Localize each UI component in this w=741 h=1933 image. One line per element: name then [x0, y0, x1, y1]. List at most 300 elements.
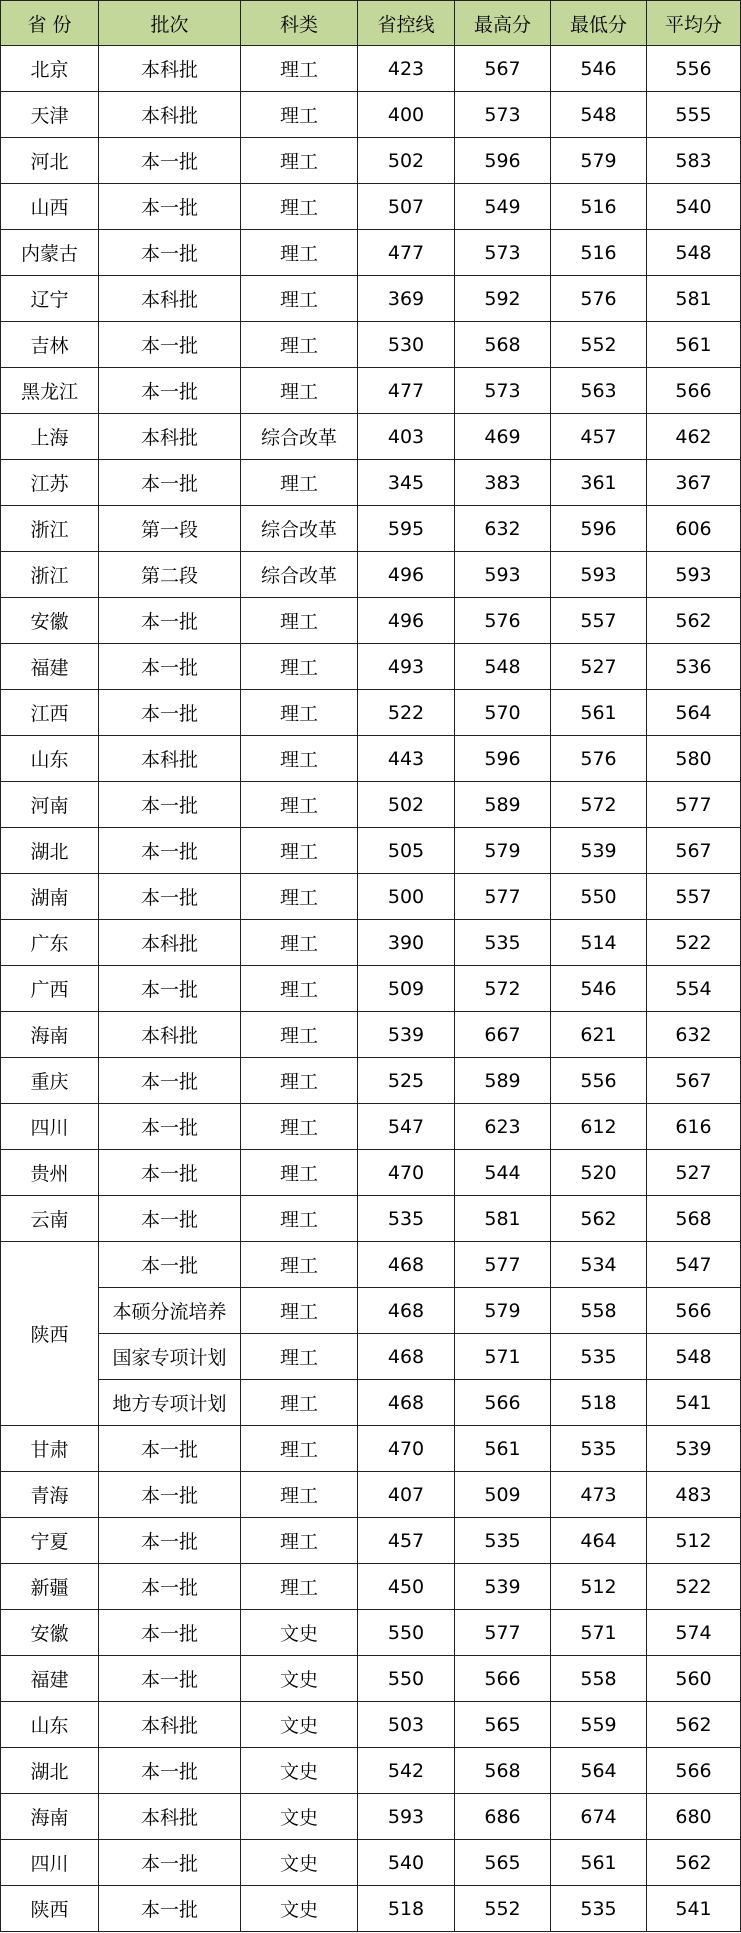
cell-min-score: 576 — [551, 276, 647, 322]
cell-min-score: 546 — [551, 46, 647, 92]
cell-batch: 本一批 — [99, 460, 241, 506]
cell-avg-score: 561 — [647, 322, 741, 368]
table-row — [1, 1150, 741, 1196]
cell-min-score: 558 — [551, 1288, 647, 1334]
header-province: 省 份 — [1, 1, 99, 46]
cell-min-score: 572 — [551, 782, 647, 828]
cell-batch: 本一批 — [99, 1840, 241, 1886]
cell-avg-score: 556 — [647, 46, 741, 92]
cell-province: 湖北 — [1, 828, 99, 874]
table-row — [1, 920, 741, 966]
cell-min-score: 563 — [551, 368, 647, 414]
cell-min-score: 520 — [551, 1150, 647, 1196]
cell-max-score: 566 — [455, 1380, 551, 1426]
cell-min-score: 516 — [551, 230, 647, 276]
cell-batch: 地方专项计划 — [99, 1380, 241, 1426]
cell-province: 海南 — [1, 1012, 99, 1058]
cell-max-score: 552 — [455, 1886, 551, 1932]
table-row — [1, 782, 741, 828]
cell-avg-score: 512 — [647, 1518, 741, 1564]
cell-max-score: 544 — [455, 1150, 551, 1196]
table-row — [1, 1886, 741, 1932]
table-row — [1, 414, 741, 460]
cell-avg-score: 541 — [647, 1886, 741, 1932]
cell-province: 海南 — [1, 1794, 99, 1840]
table-row — [1, 1334, 741, 1380]
cell-category: 理工 — [241, 1288, 358, 1334]
cell-min-score: 596 — [551, 506, 647, 552]
cell-batch: 本硕分流培养 — [99, 1288, 241, 1334]
cell-category: 理工 — [241, 460, 358, 506]
cell-control-line: 345 — [358, 460, 455, 506]
cell-max-score: 549 — [455, 184, 551, 230]
cell-category: 理工 — [241, 184, 358, 230]
table-row — [1, 1610, 741, 1656]
cell-avg-score: 562 — [647, 1840, 741, 1886]
cell-batch: 本一批 — [99, 1472, 241, 1518]
cell-max-score: 577 — [455, 1242, 551, 1288]
header-row — [1, 1, 741, 46]
header-min-score: 最低分 — [551, 1, 647, 46]
cell-min-score: 518 — [551, 1380, 647, 1426]
cell-province: 湖南 — [1, 874, 99, 920]
cell-control-line: 496 — [358, 552, 455, 598]
cell-avg-score: 560 — [647, 1656, 741, 1702]
cell-category: 理工 — [241, 322, 358, 368]
cell-batch: 本一批 — [99, 1518, 241, 1564]
cell-control-line: 369 — [358, 276, 455, 322]
cell-category: 理工 — [241, 1380, 358, 1426]
cell-batch: 第二段 — [99, 552, 241, 598]
cell-category: 理工 — [241, 920, 358, 966]
cell-avg-score: 557 — [647, 874, 741, 920]
cell-province: 内蒙古 — [1, 230, 99, 276]
table-row — [1, 1380, 741, 1426]
cell-min-score: 674 — [551, 1794, 647, 1840]
cell-max-score: 623 — [455, 1104, 551, 1150]
cell-batch: 本一批 — [99, 874, 241, 920]
cell-category: 理工 — [241, 1012, 358, 1058]
cell-batch: 本一批 — [99, 690, 241, 736]
cell-province: 河南 — [1, 782, 99, 828]
cell-max-score: 573 — [455, 368, 551, 414]
cell-batch: 本一批 — [99, 782, 241, 828]
cell-control-line: 470 — [358, 1426, 455, 1472]
cell-province: 湖北 — [1, 1748, 99, 1794]
cell-control-line: 540 — [358, 1840, 455, 1886]
cell-max-score: 566 — [455, 1656, 551, 1702]
header-control-line: 省控线 — [358, 1, 455, 46]
cell-category: 文史 — [241, 1610, 358, 1656]
table-row — [1, 92, 741, 138]
cell-max-score: 576 — [455, 598, 551, 644]
cell-province: 云南 — [1, 1196, 99, 1242]
cell-max-score: 567 — [455, 46, 551, 92]
table-row — [1, 1288, 741, 1334]
cell-min-score: 562 — [551, 1196, 647, 1242]
cell-category: 综合改革 — [241, 414, 358, 460]
cell-control-line: 423 — [358, 46, 455, 92]
cell-min-score: 579 — [551, 138, 647, 184]
cell-province: 北京 — [1, 46, 99, 92]
cell-max-score: 548 — [455, 644, 551, 690]
cell-province: 黑龙江 — [1, 368, 99, 414]
cell-min-score: 548 — [551, 92, 647, 138]
cell-batch: 本一批 — [99, 1610, 241, 1656]
cell-avg-score: 566 — [647, 368, 741, 414]
table-row — [1, 552, 741, 598]
cell-category: 文史 — [241, 1886, 358, 1932]
table-row — [1, 644, 741, 690]
cell-max-score: 686 — [455, 1794, 551, 1840]
cell-category: 理工 — [241, 1564, 358, 1610]
table-row — [1, 1058, 741, 1104]
cell-min-score: 527 — [551, 644, 647, 690]
cell-control-line: 502 — [358, 138, 455, 184]
cell-category: 理工 — [241, 966, 358, 1012]
cell-province: 河北 — [1, 138, 99, 184]
cell-avg-score: 462 — [647, 414, 741, 460]
cell-min-score: 561 — [551, 690, 647, 736]
cell-min-score: 535 — [551, 1334, 647, 1380]
cell-province: 甘肃 — [1, 1426, 99, 1472]
cell-control-line: 400 — [358, 92, 455, 138]
cell-batch: 本一批 — [99, 1150, 241, 1196]
cell-min-score: 557 — [551, 598, 647, 644]
cell-min-score: 535 — [551, 1886, 647, 1932]
cell-batch: 本一批 — [99, 322, 241, 368]
cell-province: 陕西 — [1, 1242, 99, 1426]
cell-max-score: 565 — [455, 1840, 551, 1886]
cell-avg-score: 577 — [647, 782, 741, 828]
table-row — [1, 828, 741, 874]
cell-control-line: 500 — [358, 874, 455, 920]
table-row — [1, 1794, 741, 1840]
cell-control-line: 470 — [358, 1150, 455, 1196]
cell-province: 贵州 — [1, 1150, 99, 1196]
cell-max-score: 667 — [455, 1012, 551, 1058]
cell-control-line: 450 — [358, 1564, 455, 1610]
table-row — [1, 690, 741, 736]
cell-control-line: 535 — [358, 1196, 455, 1242]
cell-max-score: 509 — [455, 1472, 551, 1518]
cell-batch: 本一批 — [99, 368, 241, 414]
cell-max-score: 570 — [455, 690, 551, 736]
table-row — [1, 506, 741, 552]
table-row — [1, 1196, 741, 1242]
table-row — [1, 1702, 741, 1748]
cell-min-score: 556 — [551, 1058, 647, 1104]
cell-avg-score: 554 — [647, 966, 741, 1012]
cell-min-score: 512 — [551, 1564, 647, 1610]
cell-min-score: 464 — [551, 1518, 647, 1564]
cell-batch: 第一段 — [99, 506, 241, 552]
cell-control-line: 403 — [358, 414, 455, 460]
cell-max-score: 568 — [455, 1748, 551, 1794]
cell-batch: 本一批 — [99, 1196, 241, 1242]
cell-province: 四川 — [1, 1104, 99, 1150]
cell-control-line: 502 — [358, 782, 455, 828]
cell-category: 理工 — [241, 1150, 358, 1196]
header-avg-score: 平均分 — [647, 1, 741, 46]
cell-category: 理工 — [241, 644, 358, 690]
cell-category: 理工 — [241, 874, 358, 920]
cell-avg-score: 566 — [647, 1748, 741, 1794]
cell-control-line: 547 — [358, 1104, 455, 1150]
table-row — [1, 46, 741, 92]
cell-avg-score: 562 — [647, 598, 741, 644]
cell-max-score: 596 — [455, 138, 551, 184]
cell-max-score: 632 — [455, 506, 551, 552]
cell-category: 理工 — [241, 736, 358, 782]
cell-batch: 本科批 — [99, 1012, 241, 1058]
cell-min-score: 361 — [551, 460, 647, 506]
cell-batch: 本科批 — [99, 920, 241, 966]
cell-min-score: 457 — [551, 414, 647, 460]
cell-control-line: 505 — [358, 828, 455, 874]
table-row — [1, 736, 741, 782]
cell-batch: 本科批 — [99, 92, 241, 138]
cell-control-line: 390 — [358, 920, 455, 966]
cell-batch: 本一批 — [99, 1426, 241, 1472]
cell-avg-score: 548 — [647, 1334, 741, 1380]
cell-category: 文史 — [241, 1748, 358, 1794]
cell-max-score: 577 — [455, 1610, 551, 1656]
cell-category: 理工 — [241, 1104, 358, 1150]
cell-control-line: 468 — [358, 1334, 455, 1380]
cell-batch: 本一批 — [99, 644, 241, 690]
cell-avg-score: 567 — [647, 1058, 741, 1104]
cell-category: 理工 — [241, 92, 358, 138]
table-row — [1, 230, 741, 276]
cell-avg-score: 548 — [647, 230, 741, 276]
cell-category: 理工 — [241, 1426, 358, 1472]
cell-control-line: 493 — [358, 644, 455, 690]
cell-category: 理工 — [241, 1518, 358, 1564]
cell-control-line: 407 — [358, 1472, 455, 1518]
cell-batch: 本科批 — [99, 1702, 241, 1748]
cell-batch: 本一批 — [99, 1748, 241, 1794]
cell-batch: 本科批 — [99, 414, 241, 460]
cell-control-line: 468 — [358, 1380, 455, 1426]
cell-control-line: 595 — [358, 506, 455, 552]
cell-province: 安徽 — [1, 598, 99, 644]
cell-batch: 本科批 — [99, 46, 241, 92]
cell-min-score: 561 — [551, 1840, 647, 1886]
cell-batch: 本一批 — [99, 1058, 241, 1104]
cell-min-score: 559 — [551, 1702, 647, 1748]
cell-province: 安徽 — [1, 1610, 99, 1656]
cell-batch: 本一批 — [99, 966, 241, 1012]
cell-max-score: 535 — [455, 1518, 551, 1564]
cell-min-score: 576 — [551, 736, 647, 782]
cell-category: 理工 — [241, 1472, 358, 1518]
cell-min-score: 535 — [551, 1426, 647, 1472]
cell-min-score: 546 — [551, 966, 647, 1012]
cell-province: 新疆 — [1, 1564, 99, 1610]
cell-min-score: 564 — [551, 1748, 647, 1794]
cell-province: 陕西 — [1, 1886, 99, 1932]
cell-control-line: 507 — [358, 184, 455, 230]
cell-control-line: 525 — [358, 1058, 455, 1104]
cell-control-line: 468 — [358, 1288, 455, 1334]
cell-avg-score: 564 — [647, 690, 741, 736]
cell-control-line: 542 — [358, 1748, 455, 1794]
cell-category: 理工 — [241, 598, 358, 644]
cell-province: 福建 — [1, 1656, 99, 1702]
cell-batch: 本科批 — [99, 276, 241, 322]
cell-avg-score: 616 — [647, 1104, 741, 1150]
cell-min-score: 552 — [551, 322, 647, 368]
table-row — [1, 322, 741, 368]
table-row — [1, 1564, 741, 1610]
cell-avg-score: 632 — [647, 1012, 741, 1058]
cell-category: 理工 — [241, 690, 358, 736]
table-row — [1, 368, 741, 414]
cell-province: 浙江 — [1, 506, 99, 552]
cell-province: 吉林 — [1, 322, 99, 368]
cell-max-score: 581 — [455, 1196, 551, 1242]
cell-batch: 本一批 — [99, 1886, 241, 1932]
cell-min-score: 539 — [551, 828, 647, 874]
cell-province: 山东 — [1, 1702, 99, 1748]
cell-max-score: 535 — [455, 920, 551, 966]
cell-control-line: 468 — [358, 1242, 455, 1288]
cell-province: 四川 — [1, 1840, 99, 1886]
cell-category: 理工 — [241, 138, 358, 184]
table-row — [1, 1748, 741, 1794]
cell-control-line: 477 — [358, 368, 455, 414]
cell-avg-score: 567 — [647, 828, 741, 874]
cell-control-line: 457 — [358, 1518, 455, 1564]
cell-avg-score: 583 — [647, 138, 741, 184]
cell-batch: 本一批 — [99, 598, 241, 644]
table-row — [1, 598, 741, 644]
cell-avg-score: 367 — [647, 460, 741, 506]
cell-province: 辽宁 — [1, 276, 99, 322]
cell-category: 理工 — [241, 782, 358, 828]
cell-avg-score: 555 — [647, 92, 741, 138]
cell-batch: 本一批 — [99, 230, 241, 276]
cell-avg-score: 568 — [647, 1196, 741, 1242]
cell-province: 江西 — [1, 690, 99, 736]
cell-avg-score: 562 — [647, 1702, 741, 1748]
cell-province: 福建 — [1, 644, 99, 690]
table-row — [1, 966, 741, 1012]
cell-avg-score: 483 — [647, 1472, 741, 1518]
cell-avg-score: 547 — [647, 1242, 741, 1288]
cell-min-score: 514 — [551, 920, 647, 966]
cell-batch: 本一批 — [99, 138, 241, 184]
cell-max-score: 592 — [455, 276, 551, 322]
table-row — [1, 1242, 741, 1288]
cell-min-score: 550 — [551, 874, 647, 920]
cell-province: 山东 — [1, 736, 99, 782]
cell-avg-score: 574 — [647, 1610, 741, 1656]
cell-province: 广西 — [1, 966, 99, 1012]
cell-category: 理工 — [241, 828, 358, 874]
cell-min-score: 571 — [551, 1610, 647, 1656]
cell-avg-score: 580 — [647, 736, 741, 782]
cell-province: 宁夏 — [1, 1518, 99, 1564]
header-batch: 批次 — [99, 1, 241, 46]
cell-category: 理工 — [241, 276, 358, 322]
cell-category: 理工 — [241, 1196, 358, 1242]
cell-avg-score: 536 — [647, 644, 741, 690]
cell-max-score: 539 — [455, 1564, 551, 1610]
cell-province: 江苏 — [1, 460, 99, 506]
cell-category: 文史 — [241, 1840, 358, 1886]
table-row — [1, 1472, 741, 1518]
cell-province: 山西 — [1, 184, 99, 230]
cell-category: 理工 — [241, 1334, 358, 1380]
cell-batch: 本科批 — [99, 736, 241, 782]
cell-max-score: 589 — [455, 1058, 551, 1104]
table-row — [1, 1012, 741, 1058]
cell-batch: 本一批 — [99, 184, 241, 230]
cell-avg-score: 566 — [647, 1288, 741, 1334]
cell-max-score: 577 — [455, 874, 551, 920]
cell-min-score: 612 — [551, 1104, 647, 1150]
cell-batch: 本一批 — [99, 1242, 241, 1288]
cell-max-score: 579 — [455, 828, 551, 874]
cell-max-score: 589 — [455, 782, 551, 828]
cell-max-score: 573 — [455, 92, 551, 138]
cell-max-score: 469 — [455, 414, 551, 460]
cell-control-line: 477 — [358, 230, 455, 276]
cell-batch: 本科批 — [99, 1794, 241, 1840]
table-row — [1, 460, 741, 506]
cell-avg-score: 606 — [647, 506, 741, 552]
table-row — [1, 1656, 741, 1702]
cell-control-line: 496 — [358, 598, 455, 644]
cell-avg-score: 593 — [647, 552, 741, 598]
cell-max-score: 593 — [455, 552, 551, 598]
cell-min-score: 516 — [551, 184, 647, 230]
table-header — [1, 1, 741, 46]
table-row — [1, 1840, 741, 1886]
table-body — [1, 46, 741, 1932]
cell-province: 天津 — [1, 92, 99, 138]
table-row — [1, 138, 741, 184]
cell-max-score: 565 — [455, 1702, 551, 1748]
cell-province: 上海 — [1, 414, 99, 460]
cell-avg-score: 541 — [647, 1380, 741, 1426]
cell-max-score: 383 — [455, 460, 551, 506]
table-row — [1, 1518, 741, 1564]
cell-control-line: 593 — [358, 1794, 455, 1840]
cell-batch: 本一批 — [99, 1656, 241, 1702]
cell-category: 文史 — [241, 1794, 358, 1840]
cell-avg-score: 527 — [647, 1150, 741, 1196]
cell-avg-score: 522 — [647, 1564, 741, 1610]
cell-max-score: 561 — [455, 1426, 551, 1472]
cell-max-score: 596 — [455, 736, 551, 782]
cell-control-line: 550 — [358, 1610, 455, 1656]
cell-batch: 本一批 — [99, 1104, 241, 1150]
cell-province: 浙江 — [1, 552, 99, 598]
cell-min-score: 593 — [551, 552, 647, 598]
cell-avg-score: 581 — [647, 276, 741, 322]
cell-max-score: 572 — [455, 966, 551, 1012]
cell-max-score: 571 — [455, 1334, 551, 1380]
cell-province: 重庆 — [1, 1058, 99, 1104]
cell-min-score: 558 — [551, 1656, 647, 1702]
cell-category: 理工 — [241, 368, 358, 414]
cell-control-line: 443 — [358, 736, 455, 782]
cell-category: 理工 — [241, 46, 358, 92]
cell-max-score: 573 — [455, 230, 551, 276]
